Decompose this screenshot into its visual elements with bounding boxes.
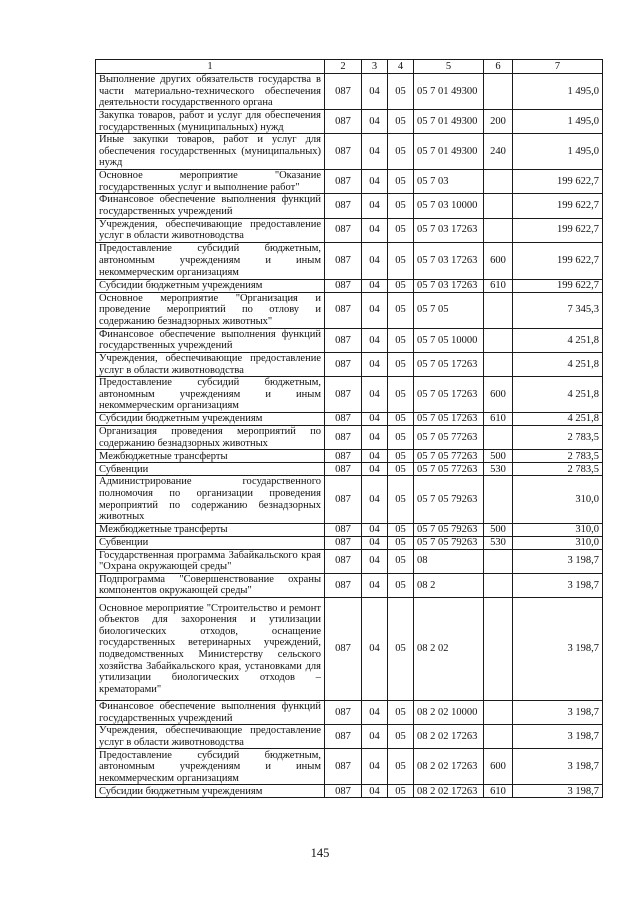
- row-code-subsection: 05: [388, 426, 414, 450]
- row-code-section: 04: [362, 450, 388, 463]
- row-code-subsection: 05: [388, 242, 414, 279]
- row-code-target: 05 7 05 77263: [414, 463, 484, 476]
- row-code-admin: 087: [325, 134, 362, 170]
- row-code-expense-type: [484, 573, 513, 597]
- row-code-target: 05 7 03: [414, 170, 484, 194]
- row-code-subsection: 05: [388, 377, 414, 413]
- row-name: Финансовое обеспечение выполнения функций государственных учреждений: [96, 328, 325, 352]
- row-code-section: 04: [362, 476, 388, 523]
- row-name: Учреждения, обеспечивающие предоставление услуг в области животноводства: [96, 352, 325, 376]
- row-code-admin: 087: [325, 413, 362, 426]
- row-amount: 310,0: [513, 476, 603, 523]
- row-code-expense-type: 500: [484, 523, 513, 536]
- row-code-subsection: 05: [388, 352, 414, 376]
- table-row: [96, 328, 603, 352]
- row-code-subsection: 05: [388, 74, 414, 110]
- row-code-admin: 087: [325, 536, 362, 549]
- row-code-section: 04: [362, 328, 388, 352]
- row-name: Субсидии бюджетным учреждениям: [96, 279, 325, 292]
- row-code-expense-type: 610: [484, 279, 513, 292]
- row-code-subsection: 05: [388, 279, 414, 292]
- table-row: [96, 476, 603, 523]
- row-amount: 3 198,7: [513, 725, 603, 749]
- row-name: Субвенции: [96, 536, 325, 549]
- row-code-section: 04: [362, 194, 388, 218]
- row-code-expense-type: [484, 426, 513, 450]
- row-code-expense-type: 240: [484, 134, 513, 170]
- row-amount: 1 495,0: [513, 134, 603, 170]
- row-code-expense-type: [484, 598, 513, 701]
- row-name: Субвенции: [96, 463, 325, 476]
- row-name: Основное мероприятие "Организация и проведение мероприятий по отлову и содержанию безнадзорных животных": [96, 292, 325, 328]
- row-code-section: 04: [362, 218, 388, 242]
- row-code-subsection: 05: [388, 292, 414, 328]
- column-header-6: 6: [484, 60, 513, 74]
- table-row: [96, 725, 603, 749]
- table-row: [96, 523, 603, 536]
- row-code-target: 05 7 01 49300: [414, 74, 484, 110]
- row-code-subsection: 05: [388, 701, 414, 725]
- row-name: Основное мероприятие "Строительство и ремонт объектов для захоронения и утилизации биологических отходов, оснащение государственных ветеринарных учреждений, подведомственных Министерству сельского хозяйства Забайкальского края, установками для утилизации биологических отходов – крематорами": [96, 598, 325, 701]
- row-amount: 2 783,5: [513, 426, 603, 450]
- row-code-section: 04: [362, 598, 388, 701]
- column-header-5: 5: [414, 60, 484, 74]
- row-code-subsection: 05: [388, 523, 414, 536]
- table-row: [96, 749, 603, 785]
- row-code-expense-type: [484, 170, 513, 194]
- row-code-subsection: 05: [388, 573, 414, 597]
- table-row: [96, 701, 603, 725]
- row-amount: 199 622,7: [513, 170, 603, 194]
- table-row: [96, 785, 603, 798]
- row-amount: 1 495,0: [513, 74, 603, 110]
- table-row: [96, 450, 603, 463]
- row-code-target: 05 7 05 17263: [414, 352, 484, 376]
- row-code-target: 05 7 03 17263: [414, 218, 484, 242]
- row-code-subsection: 05: [388, 218, 414, 242]
- row-name: Межбюджетные трансферты: [96, 523, 325, 536]
- row-code-admin: 087: [325, 523, 362, 536]
- table-row: [96, 598, 603, 701]
- row-amount: 310,0: [513, 536, 603, 549]
- row-code-admin: 087: [325, 218, 362, 242]
- row-code-admin: 087: [325, 701, 362, 725]
- row-name: Предоставление субсидий бюджетным, автономным учреждениям и иным некоммерческим организациям: [96, 242, 325, 279]
- table-row: [96, 549, 603, 573]
- row-name: Предоставление субсидий бюджетным, автономным учреждениям и иным некоммерческим организациям: [96, 749, 325, 785]
- table-row: [96, 170, 603, 194]
- row-amount: 1 495,0: [513, 110, 603, 134]
- row-code-subsection: 05: [388, 328, 414, 352]
- row-code-admin: 087: [325, 426, 362, 450]
- row-code-target: 05 7 05 79263: [414, 523, 484, 536]
- row-code-target: 05 7 05 77263: [414, 426, 484, 450]
- row-code-admin: 087: [325, 476, 362, 523]
- column-header-7: 7: [513, 60, 603, 74]
- row-amount: 199 622,7: [513, 242, 603, 279]
- table-row: [96, 413, 603, 426]
- column-header-3: 3: [362, 60, 388, 74]
- row-code-subsection: 05: [388, 450, 414, 463]
- row-code-subsection: 05: [388, 134, 414, 170]
- row-code-section: 04: [362, 536, 388, 549]
- row-code-section: 04: [362, 549, 388, 573]
- row-code-target: 05 7 05 79263: [414, 536, 484, 549]
- row-code-target: 05 7 01 49300: [414, 134, 484, 170]
- table-row: [96, 463, 603, 476]
- row-code-section: 04: [362, 170, 388, 194]
- row-code-admin: 087: [325, 463, 362, 476]
- row-code-section: 04: [362, 573, 388, 597]
- row-amount: 4 251,8: [513, 413, 603, 426]
- table-row: [96, 292, 603, 328]
- row-code-expense-type: 530: [484, 536, 513, 549]
- row-code-expense-type: 610: [484, 413, 513, 426]
- row-code-section: 04: [362, 74, 388, 110]
- row-code-expense-type: [484, 725, 513, 749]
- row-code-target: 05 7 05 17263: [414, 413, 484, 426]
- row-name: Государственная программа Забайкальского края "Охрана окружающей среды": [96, 549, 325, 573]
- row-name: Финансовое обеспечение выполнения функций государственных учреждений: [96, 701, 325, 725]
- row-amount: 199 622,7: [513, 194, 603, 218]
- row-code-expense-type: 530: [484, 463, 513, 476]
- row-amount: 2 783,5: [513, 450, 603, 463]
- budget-table: [95, 59, 603, 798]
- row-amount: 3 198,7: [513, 749, 603, 785]
- page-number: 145: [310, 846, 330, 860]
- table-row: [96, 74, 603, 110]
- row-code-subsection: 05: [388, 413, 414, 426]
- column-number-row: [96, 60, 603, 74]
- row-code-section: 04: [362, 725, 388, 749]
- row-code-admin: 087: [325, 549, 362, 573]
- row-code-subsection: 05: [388, 549, 414, 573]
- row-code-admin: 087: [325, 450, 362, 463]
- row-code-target: 08 2 02: [414, 598, 484, 701]
- table-row: [96, 573, 603, 597]
- row-amount: 3 198,7: [513, 573, 603, 597]
- row-code-section: 04: [362, 463, 388, 476]
- row-code-expense-type: 600: [484, 377, 513, 413]
- row-code-subsection: 05: [388, 170, 414, 194]
- row-code-section: 04: [362, 426, 388, 450]
- row-code-expense-type: [484, 328, 513, 352]
- row-code-target: 05 7 05: [414, 292, 484, 328]
- row-code-target: 05 7 01 49300: [414, 110, 484, 134]
- row-name: Выполнение других обязательств государства в части материально-технического обеспечения деятельности государственного органа: [96, 74, 325, 110]
- row-code-section: 04: [362, 785, 388, 798]
- row-amount: 2 783,5: [513, 463, 603, 476]
- row-code-section: 04: [362, 749, 388, 785]
- table-row: [96, 536, 603, 549]
- row-name: Закупка товаров, работ и услуг для обеспечения государственных (муниципальных) нужд: [96, 110, 325, 134]
- row-code-admin: 087: [325, 377, 362, 413]
- row-code-target: 08 2 02 17263: [414, 749, 484, 785]
- row-code-admin: 087: [325, 573, 362, 597]
- row-code-admin: 087: [325, 242, 362, 279]
- column-header-2: 2: [325, 60, 362, 74]
- row-code-admin: 087: [325, 328, 362, 352]
- row-code-expense-type: 600: [484, 749, 513, 785]
- row-code-admin: 087: [325, 170, 362, 194]
- row-name: Предоставление субсидий бюджетным, автономным учреждениям и иным некоммерческим организациям: [96, 377, 325, 413]
- row-code-expense-type: [484, 352, 513, 376]
- row-code-target: 08 2 02 17263: [414, 785, 484, 798]
- row-code-target: 08: [414, 549, 484, 573]
- row-name: Иные закупки товаров, работ и услуг для обеспечения государственных (муниципальных) нужд: [96, 134, 325, 170]
- row-amount: 3 198,7: [513, 598, 603, 701]
- row-amount: 199 622,7: [513, 279, 603, 292]
- row-code-target: 05 7 03 10000: [414, 194, 484, 218]
- row-code-expense-type: [484, 218, 513, 242]
- row-code-expense-type: 200: [484, 110, 513, 134]
- row-code-admin: 087: [325, 352, 362, 376]
- column-header-4: 4: [388, 60, 414, 74]
- table-row: [96, 377, 603, 413]
- row-code-target: 05 7 05 79263: [414, 476, 484, 523]
- row-code-subsection: 05: [388, 536, 414, 549]
- row-code-subsection: 05: [388, 749, 414, 785]
- row-code-subsection: 05: [388, 194, 414, 218]
- row-code-section: 04: [362, 292, 388, 328]
- row-amount: 4 251,8: [513, 377, 603, 413]
- row-code-section: 04: [362, 523, 388, 536]
- table-body: [96, 60, 603, 798]
- row-name: Субсидии бюджетным учреждениям: [96, 785, 325, 798]
- row-code-expense-type: 610: [484, 785, 513, 798]
- row-code-admin: 087: [325, 785, 362, 798]
- row-name: Финансовое обеспечение выполнения функций государственных учреждений: [96, 194, 325, 218]
- row-code-expense-type: [484, 701, 513, 725]
- row-amount: 3 198,7: [513, 785, 603, 798]
- row-code-target: 05 7 03 17263: [414, 242, 484, 279]
- row-code-expense-type: [484, 549, 513, 573]
- row-name: Субсидии бюджетным учреждениям: [96, 413, 325, 426]
- row-code-target: 05 7 05 17263: [414, 377, 484, 413]
- row-code-target: 08 2 02 10000: [414, 701, 484, 725]
- row-code-subsection: 05: [388, 476, 414, 523]
- row-code-expense-type: 500: [484, 450, 513, 463]
- row-code-section: 04: [362, 242, 388, 279]
- row-amount: 7 345,3: [513, 292, 603, 328]
- row-code-target: 08 2: [414, 573, 484, 597]
- row-name: Учреждения, обеспечивающие предоставление услуг в области животноводства: [96, 218, 325, 242]
- row-code-admin: 087: [325, 110, 362, 134]
- row-code-expense-type: 600: [484, 242, 513, 279]
- row-code-expense-type: [484, 194, 513, 218]
- row-code-target: 08 2 02 17263: [414, 725, 484, 749]
- table-row: [96, 242, 603, 279]
- table-row: [96, 426, 603, 450]
- row-code-target: 05 7 05 10000: [414, 328, 484, 352]
- row-code-section: 04: [362, 352, 388, 376]
- row-code-subsection: 05: [388, 785, 414, 798]
- row-code-subsection: 05: [388, 110, 414, 134]
- row-code-admin: 087: [325, 194, 362, 218]
- row-amount: 4 251,8: [513, 328, 603, 352]
- row-code-admin: 087: [325, 74, 362, 110]
- row-code-expense-type: [484, 292, 513, 328]
- row-code-section: 04: [362, 110, 388, 134]
- table-row: [96, 134, 603, 170]
- row-code-expense-type: [484, 476, 513, 523]
- table-row: [96, 110, 603, 134]
- row-amount: 3 198,7: [513, 701, 603, 725]
- row-name: Подпрограмма "Совершенствование охраны компонентов окружающей среды": [96, 573, 325, 597]
- table-row: [96, 194, 603, 218]
- row-code-subsection: 05: [388, 463, 414, 476]
- table-row: [96, 279, 603, 292]
- table-row: [96, 218, 603, 242]
- column-header-1: 1: [96, 60, 325, 74]
- row-code-admin: 087: [325, 292, 362, 328]
- row-code-admin: 087: [325, 725, 362, 749]
- row-code-section: 04: [362, 279, 388, 292]
- row-code-section: 04: [362, 413, 388, 426]
- table-row: [96, 352, 603, 376]
- row-name: Администрирование государственного полномочия по организации проведения мероприятий по содержанию безнадзорных животных: [96, 476, 325, 523]
- row-code-subsection: 05: [388, 598, 414, 701]
- row-amount: 310,0: [513, 523, 603, 536]
- row-code-expense-type: [484, 74, 513, 110]
- row-code-admin: 087: [325, 749, 362, 785]
- row-code-admin: 087: [325, 598, 362, 701]
- row-name: Основное мероприятие "Оказание государственных услуг и выполнение работ": [96, 170, 325, 194]
- row-amount: 4 251,8: [513, 352, 603, 376]
- row-code-target: 05 7 03 17263: [414, 279, 484, 292]
- row-amount: 199 622,7: [513, 218, 603, 242]
- row-name: Межбюджетные трансферты: [96, 450, 325, 463]
- row-code-admin: 087: [325, 279, 362, 292]
- row-code-target: 05 7 05 77263: [414, 450, 484, 463]
- row-code-section: 04: [362, 134, 388, 170]
- row-amount: 3 198,7: [513, 549, 603, 573]
- row-name: Организация проведения мероприятий по содержанию безнадзорных животных: [96, 426, 325, 450]
- row-code-subsection: 05: [388, 725, 414, 749]
- row-name: Учреждения, обеспечивающие предоставление услуг в области животноводства: [96, 725, 325, 749]
- row-code-section: 04: [362, 701, 388, 725]
- row-code-section: 04: [362, 377, 388, 413]
